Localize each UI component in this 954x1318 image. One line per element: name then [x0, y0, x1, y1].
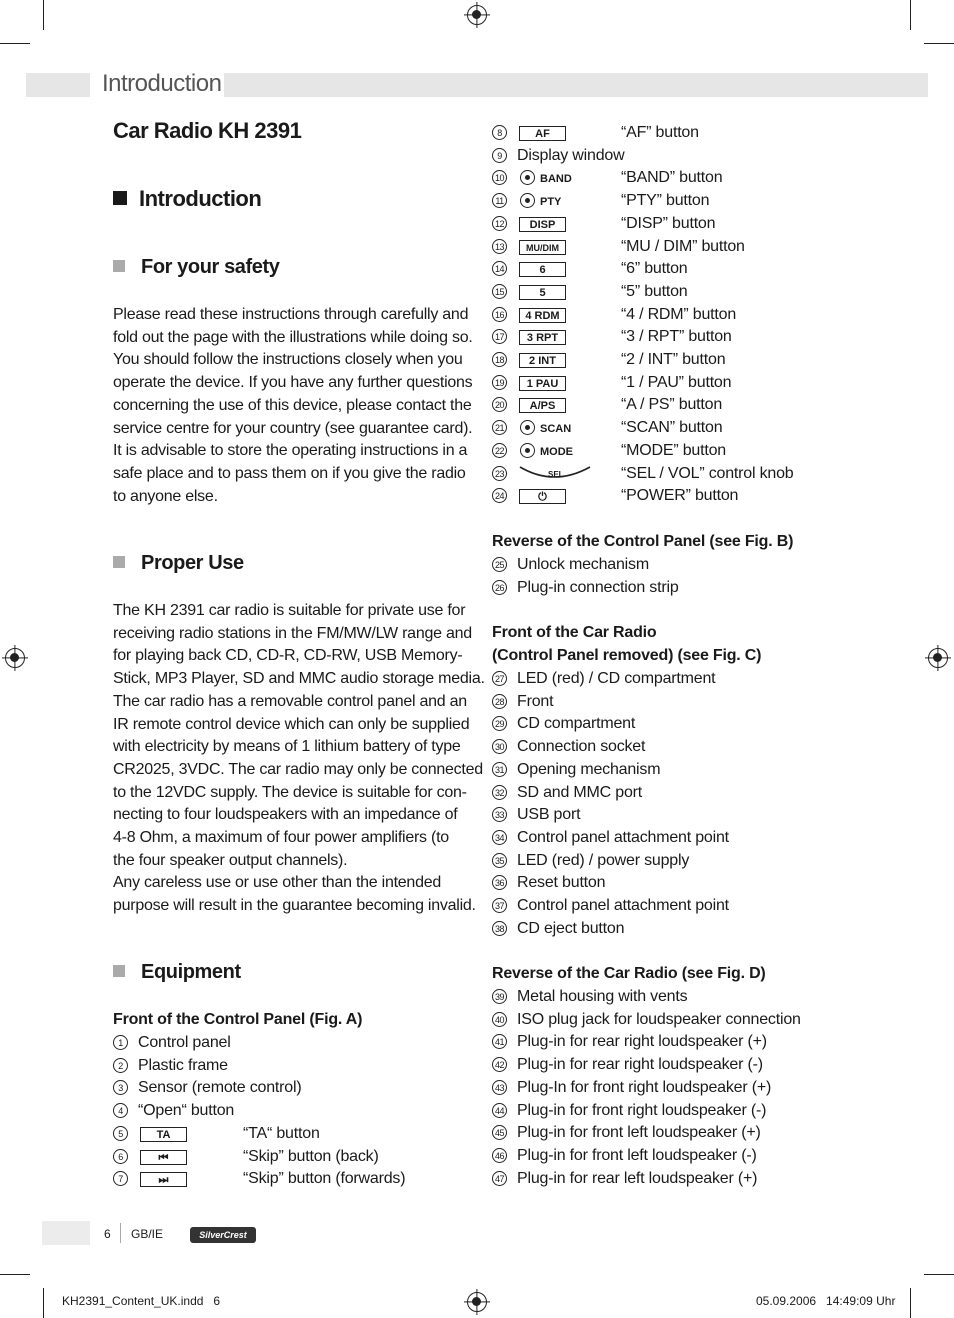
equipment-item: [113, 1100, 234, 1123]
paragraph-line: concerning the use of this device, please contact the: [113, 396, 472, 414]
round-key-icon: [520, 170, 572, 185]
control-item: [492, 394, 517, 417]
item-number-icon: 9: [492, 148, 507, 163]
equipment-item-label: Control panel: [138, 1034, 231, 1051]
list-item-label: Metal housing with vents: [517, 988, 688, 1005]
list-item-label: Plug-in for front right loudspeaker (-): [517, 1101, 767, 1119]
item-number-icon: 34: [492, 830, 507, 845]
list-item: [492, 554, 649, 577]
list-item: [492, 1145, 757, 1168]
header-bar-left: [26, 73, 90, 97]
paragraph-line: It is advisable to store the operating instructions in a: [113, 442, 468, 460]
control-item-label: “5” button: [621, 282, 688, 300]
list-item-label: Unlock mechanism: [517, 556, 649, 573]
control-item: [492, 122, 517, 145]
item-number-icon: 23: [492, 466, 507, 481]
control-item: [492, 326, 517, 349]
fig-a-heading: Front of the Control Panel (Fig. A): [113, 1011, 363, 1028]
header-bar-right: [224, 73, 928, 97]
key-symbol-icon: 4 RDM: [519, 308, 566, 323]
list-item-label: CD compartment: [517, 715, 636, 733]
item-number-icon: 12: [492, 216, 507, 231]
item-number-icon: 26: [492, 580, 507, 595]
registration-mark-icon: [467, 5, 487, 25]
list-item-label: Connection socket: [517, 738, 646, 756]
crop-mark: [910, 1288, 911, 1318]
safety-paragraph: [113, 304, 473, 508]
list-item: [492, 804, 580, 827]
list-item: [492, 1031, 767, 1054]
item-number-icon: 42: [492, 1057, 507, 1072]
equipment-item-label: Plastic frame: [138, 1056, 228, 1074]
round-key-label: PTY: [540, 196, 562, 209]
brand-logo: SilverCrest: [190, 1227, 256, 1243]
paragraph-line: for playing back CD, CD-R, CD-RW, USB Memory-: [113, 647, 463, 665]
list-item-label: Control panel attachment point: [517, 897, 729, 914]
item-number-icon: 16: [492, 307, 507, 322]
control-item: [492, 167, 517, 190]
control-item: [492, 463, 517, 486]
crop-mark: [0, 1274, 30, 1275]
item-number-icon: 18: [492, 352, 507, 367]
list-item: [492, 872, 605, 895]
item-number-icon: 6: [113, 1149, 128, 1164]
equipment-item: [113, 1168, 138, 1191]
page-number: 6: [104, 1227, 111, 1241]
list-item: [492, 691, 553, 714]
key-symbol-icon: A/PS: [519, 398, 566, 413]
round-key-label: BAND: [540, 173, 572, 186]
paragraph-line: purpose will result in the guarantee becoming invalid.: [113, 897, 476, 915]
list-item-label: ISO plug jack for loudspeaker connection: [517, 1010, 801, 1028]
equipment-item-label: “Open“ button: [138, 1102, 235, 1120]
item-number-icon: 47: [492, 1171, 507, 1186]
equipment-item-label: Sensor (remote control): [138, 1079, 302, 1097]
list-item-label: LED (red) / power supply: [517, 851, 690, 869]
key-symbol-icon: 3 RPT: [519, 330, 566, 345]
registration-mark-icon: [928, 648, 948, 668]
equipment-item: [113, 1055, 228, 1078]
slug-file: KH2391_Content_UK.indd 6: [62, 1294, 221, 1308]
registration-mark-icon: [467, 1292, 487, 1312]
round-key-label: MODE: [540, 445, 573, 458]
item-number-icon: 43: [492, 1080, 507, 1095]
list-item: [492, 736, 645, 759]
slug-datetime: 05.09.2006 14:49:09 Uhr: [756, 1294, 896, 1308]
equipment-item: [113, 1123, 138, 1146]
list-item: [492, 918, 624, 941]
footer-divider: [120, 1223, 121, 1243]
list-item: [492, 1077, 771, 1100]
safety-heading: For your safety: [113, 256, 279, 279]
round-key-icon: [520, 443, 573, 458]
list-item: [492, 1054, 763, 1077]
paragraph-line: to anyone else.: [113, 487, 218, 505]
key-symbol-icon: 2 INT: [519, 353, 566, 368]
list-item: [492, 668, 715, 691]
item-number-icon: 24: [492, 488, 507, 503]
round-key-label: SCAN: [540, 423, 572, 436]
control-item-label: “POWER” button: [621, 487, 739, 505]
proper-use-heading: Proper Use: [113, 552, 244, 575]
list-item-label: Control panel attachment point: [517, 828, 729, 846]
list-item: [492, 1122, 761, 1145]
key-symbol-icon: TA: [140, 1127, 187, 1142]
paragraph-line: Any careless use or use other than the intended: [113, 874, 442, 892]
list-item-label: Front: [517, 692, 554, 710]
list-item: [492, 577, 679, 600]
control-item-label: “4 / RDM” button: [621, 305, 737, 323]
fig-d-heading: Reverse of the Car Radio (see Fig. D): [492, 965, 766, 982]
item-number-icon: 32: [492, 785, 507, 800]
list-item-label: USB port: [517, 806, 581, 824]
control-item-label: “A / PS” button: [621, 396, 723, 414]
item-number-icon: 37: [492, 898, 507, 913]
control-item-label: Display window: [517, 146, 625, 164]
item-number-icon: 25: [492, 557, 507, 572]
bullet-square-icon: [113, 191, 127, 205]
item-number-icon: 11: [492, 193, 507, 208]
round-dot-icon: [520, 193, 535, 208]
footer-box: [42, 1221, 90, 1245]
paragraph-line: to the 12VDC supply. The device is suitable for con-: [113, 783, 467, 801]
list-item-label: Plug-in for rear right loudspeaker (+): [517, 1033, 767, 1051]
equipment-heading: Equipment: [113, 961, 241, 984]
control-item-label: “DISP” button: [621, 214, 716, 232]
item-number-icon: 41: [492, 1034, 507, 1049]
locale-label: GB/IE: [131, 1227, 164, 1241]
control-item: [492, 145, 624, 168]
item-number-icon: 21: [492, 420, 507, 435]
key-symbol-icon: 1 PAU: [519, 376, 566, 391]
control-item-label: “3 / RPT” button: [621, 328, 732, 346]
item-number-icon: 31: [492, 762, 507, 777]
paragraph-line: You should follow the instructions closely when you: [113, 351, 463, 369]
page-title: Car Radio KH 2391: [113, 118, 302, 143]
control-item-label: “MU / DIM” button: [621, 237, 745, 255]
control-item: [492, 281, 517, 304]
item-number-icon: 27: [492, 671, 507, 686]
item-number-icon: 45: [492, 1125, 507, 1140]
crop-mark: [43, 0, 44, 30]
control-item: [492, 417, 517, 440]
key-symbol-icon: ⏮: [140, 1150, 187, 1165]
equipment-item-label: “Skip” button (back): [243, 1147, 379, 1165]
list-item-label: Plug-in for front left loudspeaker (-): [517, 1146, 757, 1164]
item-number-icon: 39: [492, 989, 507, 1004]
item-number-icon: 33: [492, 807, 507, 822]
item-number-icon: 4: [113, 1103, 128, 1118]
control-item: [492, 236, 517, 259]
item-number-icon: 15: [492, 284, 507, 299]
control-item: [492, 372, 517, 395]
paragraph-line: receiving radio stations in the FM/MW/LW range and: [113, 624, 472, 642]
list-item-label: Plug-in connection strip: [517, 578, 679, 596]
equipment-item-label: “Skip” button (forwards): [243, 1170, 406, 1188]
item-number-icon: 1: [113, 1035, 128, 1050]
paragraph-line: CR2025, 3VDC. The car radio may only be connected: [113, 760, 483, 778]
paragraph-line: 4-8 Ohm, a maximum of four power amplifiers (to: [113, 829, 449, 847]
list-item: [492, 850, 689, 873]
list-item-label: Plug-In for front right loudspeaker (+): [517, 1078, 772, 1096]
crop-mark: [43, 1288, 44, 1318]
item-number-icon: 36: [492, 875, 507, 890]
control-item-label: “AF” button: [621, 124, 699, 141]
item-number-icon: 46: [492, 1148, 507, 1163]
control-item: [492, 258, 517, 281]
fig-c-heading-2: (Control Panel removed) (see Fig. C): [492, 647, 762, 664]
key-symbol-icon: AF: [519, 126, 566, 141]
control-item-label: “SEL / VOL” control knob: [621, 464, 794, 482]
control-item: [492, 485, 517, 508]
control-item-label: “2 / INT” button: [621, 351, 726, 368]
bullet-square-icon: [113, 260, 125, 272]
paragraph-line: safe place and to pass them on if you give the radio: [113, 464, 466, 482]
key-symbol-icon: ⏻: [519, 489, 566, 504]
key-symbol-icon: MU/DIM: [519, 240, 566, 255]
list-item-label: Reset button: [517, 874, 606, 892]
round-dot-icon: [520, 420, 535, 435]
paragraph-line: the four speaker output channels).: [113, 851, 348, 869]
item-number-icon: 10: [492, 170, 507, 185]
paragraph-line: IR remote control device which can only be supplied: [113, 715, 470, 733]
paragraph-line: necting to four loudspeakers with an impedance of: [113, 806, 458, 824]
control-item: [492, 304, 517, 327]
paragraph-line: service centre for your country (see guarantee card).: [113, 419, 473, 437]
control-item-label: “MODE” button: [621, 441, 726, 459]
list-item: [492, 1009, 801, 1032]
control-item-label: “BAND” button: [621, 169, 723, 187]
crop-mark: [0, 43, 30, 44]
control-item-label: “PTY” button: [621, 192, 710, 210]
paragraph-line: Please read these instructions through carefully and: [113, 306, 469, 323]
knob-label: SEL: [548, 469, 564, 479]
item-number-icon: 40: [492, 1012, 507, 1027]
control-item: [492, 190, 517, 213]
item-number-icon: 30: [492, 739, 507, 754]
fig-c-heading-1: Front of the Car Radio: [492, 624, 657, 641]
paragraph-line: fold out the page with the illustrations while doing so.: [113, 328, 473, 346]
item-number-icon: 14: [492, 261, 507, 276]
list-item: [492, 986, 687, 1009]
equipment-item: [113, 1077, 301, 1100]
paragraph-line: The car radio has a removable control panel and an: [113, 692, 467, 710]
control-item-label: “6” button: [621, 260, 688, 278]
paragraph-line: with electricity by means of 1 lithium battery of type: [113, 738, 461, 756]
item-number-icon: 19: [492, 375, 507, 390]
paragraph-line: The KH 2391 car radio is suitable for private use for: [113, 602, 466, 619]
list-item-label: Plug-in for rear right loudspeaker (-): [517, 1056, 763, 1074]
list-item: [492, 1168, 757, 1191]
item-number-icon: 22: [492, 443, 507, 458]
crop-mark: [924, 43, 954, 44]
list-item-label: CD eject button: [517, 919, 625, 937]
proper-use-paragraph: [113, 600, 485, 918]
item-number-icon: 7: [113, 1171, 128, 1186]
item-number-icon: 29: [492, 716, 507, 731]
crop-mark: [924, 1274, 954, 1275]
key-symbol-icon: ⏭: [140, 1172, 187, 1187]
equipment-item: [113, 1032, 231, 1055]
header-section-title: Introduction: [102, 70, 222, 97]
list-item: [492, 782, 642, 805]
item-number-icon: 38: [492, 921, 507, 936]
control-item: [492, 213, 517, 236]
round-dot-icon: [520, 170, 535, 185]
item-number-icon: 3: [113, 1080, 128, 1095]
list-item: [492, 1100, 766, 1123]
paragraph-line: operate the device. If you have any further questions: [113, 374, 473, 392]
list-item-label: LED (red) / CD compartment: [517, 670, 716, 687]
round-key-icon: [520, 420, 571, 435]
list-item: [492, 827, 729, 850]
key-symbol-icon: DISP: [519, 217, 566, 232]
list-item: [492, 895, 729, 918]
key-symbol-icon: 5: [519, 285, 566, 300]
control-item-label: “SCAN” button: [621, 419, 723, 437]
item-number-icon: 44: [492, 1103, 507, 1118]
equipment-item-label: “TA“ button: [243, 1124, 320, 1142]
item-number-icon: 17: [492, 329, 507, 344]
list-item-label: Opening mechanism: [517, 760, 661, 778]
round-key-icon: [520, 193, 561, 208]
key-symbol-icon: 6: [519, 262, 566, 277]
list-item-label: Plug-in for front left loudspeaker (+): [517, 1124, 761, 1142]
control-item-label: “1 / PAU” button: [621, 373, 732, 391]
round-dot-icon: [520, 443, 535, 458]
registration-mark-icon: [5, 648, 25, 668]
item-number-icon: 28: [492, 694, 507, 709]
item-number-icon: 13: [492, 239, 507, 254]
item-number-icon: 20: [492, 397, 507, 412]
fig-b-heading: Reverse of the Control Panel (see Fig. B): [492, 533, 794, 550]
control-item: [492, 440, 517, 463]
item-number-icon: 2: [113, 1058, 128, 1073]
list-item-label: Plug-in for rear left loudspeaker (+): [517, 1169, 758, 1187]
crop-mark: [910, 0, 911, 30]
list-item: [492, 759, 660, 782]
item-number-icon: 5: [113, 1126, 128, 1141]
list-item: [492, 713, 635, 736]
item-number-icon: 35: [492, 853, 507, 868]
control-item: [492, 349, 517, 372]
bullet-square-icon: [113, 556, 125, 568]
section-heading: Introduction: [113, 186, 261, 212]
equipment-item: [113, 1146, 138, 1169]
list-item-label: SD and MMC port: [517, 783, 643, 801]
paragraph-line: Stick, MP3 Player, SD and MMC audio storage media.: [113, 670, 485, 688]
item-number-icon: 8: [492, 125, 507, 140]
bullet-square-icon: [113, 965, 125, 977]
